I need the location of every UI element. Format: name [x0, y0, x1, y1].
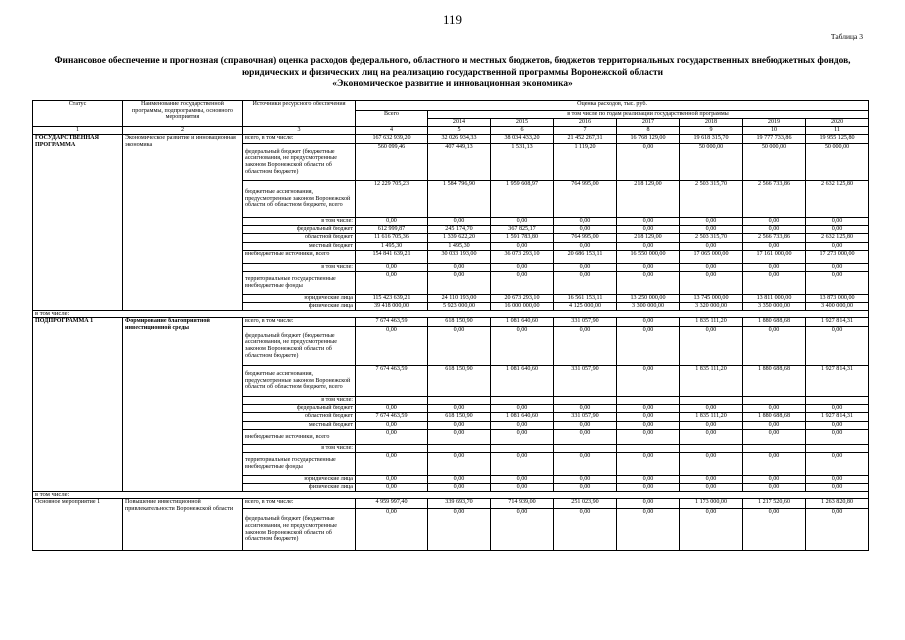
value-cell: 17 161 000,00	[743, 251, 806, 264]
value-cell: 1 927 814,31	[806, 366, 869, 397]
value-cell: 0,00	[356, 405, 428, 413]
value-cell	[617, 397, 680, 405]
value-cell: 0,00	[617, 430, 680, 445]
value-cell: 1 835 111,20	[680, 413, 743, 422]
value-cell: 20 673 293,10	[491, 295, 554, 303]
value-cell: 245 174,70	[428, 226, 491, 234]
value-cell: 0,00	[554, 264, 617, 272]
header-year: 2020	[806, 119, 869, 127]
value-cell	[491, 445, 554, 453]
row-status: Основное мероприятие 1	[33, 499, 123, 551]
row-status: ГОСУДАРСТВЕННАЯ ПРОГРАММА	[33, 135, 123, 311]
value-cell: 0,00	[680, 430, 743, 445]
source-label: всего, в том числе:	[243, 499, 356, 509]
value-cell: 0,00	[428, 484, 491, 492]
source-label: в том числе:	[243, 445, 356, 453]
in-that-number-label: в том числе:	[33, 311, 869, 318]
value-cell	[554, 445, 617, 453]
value-cell: 0,00	[806, 453, 869, 476]
value-cell: 0,00	[680, 453, 743, 476]
value-cell: 612 999,87	[356, 226, 428, 234]
in-that-number-label: в том числе:	[33, 492, 869, 499]
value-cell: 0,00	[491, 509, 554, 551]
header-year: 2016	[554, 119, 617, 127]
value-cell: 1 119,20	[554, 144, 617, 181]
value-cell: 0,00	[680, 264, 743, 272]
value-cell: 0,00	[806, 405, 869, 413]
value-cell: 0,00	[356, 476, 428, 484]
row-status: ПОДПРОГРАММА 1	[33, 318, 123, 492]
value-cell: 0,00	[554, 453, 617, 476]
value-cell: 0,00	[554, 226, 617, 234]
value-cell: 0,00	[743, 264, 806, 272]
value-cell: 5 923 000,00	[428, 303, 491, 311]
value-cell: 115 423 639,21	[356, 295, 428, 303]
value-cell: 0,00	[680, 476, 743, 484]
source-label: территориальные государственные внебюджетные фонды	[243, 453, 356, 476]
value-cell: 11 616 705,36	[356, 234, 428, 243]
value-cell: 331 057,90	[554, 318, 617, 327]
value-cell: 0,00	[428, 422, 491, 430]
value-cell: 1 339 622,20	[428, 234, 491, 243]
value-cell: 714 939,00	[491, 499, 554, 509]
header-year: 2018	[680, 119, 743, 127]
value-cell: 0,00	[806, 218, 869, 226]
value-cell: 12 229 705,23	[356, 181, 428, 218]
value-cell: 1 081 640,60	[491, 318, 554, 327]
header-total: Всего	[356, 111, 428, 127]
value-cell: 7 674 463,59	[356, 413, 428, 422]
value-cell: 0,00	[491, 405, 554, 413]
value-cell: 0,00	[806, 422, 869, 430]
value-cell: 0,00	[554, 327, 617, 366]
table-row	[33, 135, 869, 144]
value-cell: 0,00	[617, 144, 680, 181]
column-number: 10	[743, 127, 806, 135]
page-number: 119	[442, 12, 463, 27]
value-cell	[806, 397, 869, 405]
value-cell: 1 495,30	[356, 243, 428, 251]
value-cell: 0,00	[491, 243, 554, 251]
value-cell: 38 034 433,20	[491, 135, 554, 144]
row-name: Повышение инвестиционной привлекательности Воронежской области	[123, 499, 243, 551]
value-cell: 20 686 153,11	[554, 251, 617, 264]
value-cell	[680, 445, 743, 453]
value-cell: 339 693,70	[428, 499, 491, 509]
title-line-2: юридических и физических лиц на реализацию государственной программы Воронежской области	[241, 67, 664, 78]
value-cell: 2 632 125,80	[806, 181, 869, 218]
value-cell: 0,00	[554, 476, 617, 484]
table-row	[33, 499, 869, 509]
value-cell: 17 273 000,00	[806, 251, 869, 264]
value-cell: 4 125 000,00	[554, 303, 617, 311]
funding-table	[32, 100, 869, 551]
value-cell: 0,00	[806, 327, 869, 366]
value-cell: 218 129,00	[617, 234, 680, 243]
value-cell: 0,00	[554, 405, 617, 413]
source-label: физические лица	[243, 303, 356, 311]
value-cell: 0,00	[491, 422, 554, 430]
source-label: физические лица	[243, 484, 356, 492]
source-label: федеральный бюджет (бюджетные ассигнования, не предусмотренные законом Воронежской области об областном бюджете)	[243, 327, 356, 366]
value-cell: 618 150,90	[428, 413, 491, 422]
value-cell: 2 566 733,86	[743, 181, 806, 218]
source-label: всего, в том числе:	[243, 318, 356, 327]
value-cell: 0,00	[617, 272, 680, 295]
value-cell: 154 841 639,21	[356, 251, 428, 264]
value-cell: 0,00	[428, 476, 491, 484]
header-year: 2017	[617, 119, 680, 127]
value-cell: 0,00	[491, 272, 554, 295]
value-cell: 0,00	[491, 430, 554, 445]
value-cell: 0,00	[680, 509, 743, 551]
value-cell: 0,00	[428, 264, 491, 272]
source-label: внебюджетные источники, всего	[243, 251, 356, 264]
separator-row	[33, 492, 869, 499]
value-cell: 1 880 688,68	[743, 318, 806, 327]
value-cell: 0,00	[743, 218, 806, 226]
value-cell: 764 995,00	[554, 234, 617, 243]
value-cell: 3 400 000,00	[806, 303, 869, 311]
value-cell	[428, 397, 491, 405]
value-cell: 0,00	[356, 264, 428, 272]
value-cell: 0,00	[356, 509, 428, 551]
value-cell: 3 350 000,00	[743, 303, 806, 311]
value-cell: 618 150,90	[428, 366, 491, 397]
value-cell: 1 584 796,90	[428, 181, 491, 218]
row-name: Формирование благоприятной инвестиционной среды	[123, 318, 243, 492]
value-cell: 0,00	[491, 264, 554, 272]
value-cell: 0,00	[680, 243, 743, 251]
value-cell: 0,00	[806, 243, 869, 251]
value-cell	[617, 445, 680, 453]
header-estimate: Оценка расходов, тыс. руб.	[356, 101, 869, 111]
value-cell: 0,00	[617, 318, 680, 327]
value-cell: 0,00	[491, 453, 554, 476]
value-cell: 0,00	[680, 218, 743, 226]
source-label: юридические лица	[243, 295, 356, 303]
column-number: 7	[554, 127, 617, 135]
header-year: 2015	[491, 119, 554, 127]
value-cell: 0,00	[743, 422, 806, 430]
column-number: 6	[491, 127, 554, 135]
value-cell: 2 566 733,86	[743, 234, 806, 243]
value-cell: 0,00	[617, 218, 680, 226]
source-label: территориальные государственные внебюджетные фонды	[243, 272, 356, 295]
value-cell: 0,00	[356, 453, 428, 476]
value-cell: 218 129,00	[617, 181, 680, 218]
source-label: юридические лица	[243, 476, 356, 484]
value-cell	[554, 397, 617, 405]
value-cell: 1 173 000,00	[680, 499, 743, 509]
value-cell: 0,00	[680, 405, 743, 413]
value-cell: 0,00	[554, 422, 617, 430]
value-cell: 0,00	[356, 430, 428, 445]
value-cell: 13 250 000,00	[617, 295, 680, 303]
source-label: в том числе:	[243, 264, 356, 272]
value-cell: 0,00	[743, 272, 806, 295]
value-cell: 0,00	[806, 272, 869, 295]
value-cell: 0,00	[428, 218, 491, 226]
value-cell: 32 026 934,33	[428, 135, 491, 144]
value-cell: 0,00	[617, 327, 680, 366]
value-cell: 1 835 111,20	[680, 366, 743, 397]
value-cell: 1 263 820,80	[806, 499, 869, 509]
value-cell: 1 495,30	[428, 243, 491, 251]
source-label: федеральный бюджет	[243, 405, 356, 413]
value-cell: 0,00	[617, 413, 680, 422]
value-cell: 1 880 688,68	[743, 366, 806, 397]
value-cell: 1 959 608,97	[491, 181, 554, 218]
value-cell: 618 150,90	[428, 318, 491, 327]
header-name: Наименование государственной программы, подпрограммы, основного мероприятия	[123, 101, 243, 127]
value-cell	[743, 445, 806, 453]
value-cell: 0,00	[491, 484, 554, 492]
value-cell: 0,00	[428, 453, 491, 476]
table-tag: Таблица 3	[830, 32, 863, 41]
value-cell: 0,00	[743, 453, 806, 476]
header-source: Источники ресурсного обеспечения	[243, 101, 356, 127]
value-cell: 50 000,00	[806, 144, 869, 181]
document-title	[40, 56, 865, 91]
value-cell: 19 618 315,70	[680, 135, 743, 144]
value-cell: 0,00	[743, 484, 806, 492]
value-cell: 407 449,13	[428, 144, 491, 181]
value-cell: 0,00	[554, 272, 617, 295]
value-cell: 2 503 315,70	[680, 181, 743, 218]
value-cell: 0,00	[491, 476, 554, 484]
value-cell: 0,00	[806, 226, 869, 234]
value-cell: 0,00	[617, 484, 680, 492]
value-cell: 1 081 640,60	[491, 413, 554, 422]
value-cell: 50 000,00	[680, 144, 743, 181]
value-cell: 0,00	[554, 509, 617, 551]
value-cell: 0,00	[428, 272, 491, 295]
source-label: внебюджетные источники, всего	[243, 430, 356, 445]
value-cell	[680, 397, 743, 405]
column-number: 4	[356, 127, 428, 135]
value-cell	[743, 397, 806, 405]
value-cell: 16 550 000,00	[617, 251, 680, 264]
value-cell	[806, 445, 869, 453]
source-label: в том числе:	[243, 218, 356, 226]
source-label: федеральный бюджет	[243, 226, 356, 234]
value-cell: 0,00	[554, 430, 617, 445]
value-cell: 0,00	[617, 405, 680, 413]
value-cell: 21 452 267,31	[554, 135, 617, 144]
value-cell: 0,00	[743, 476, 806, 484]
value-cell: 0,00	[491, 218, 554, 226]
value-cell: 0,00	[680, 226, 743, 234]
value-cell: 0,00	[428, 405, 491, 413]
value-cell: 16 768 129,00	[617, 135, 680, 144]
value-cell: 2 632 125,80	[806, 234, 869, 243]
value-cell: 24 110 193,00	[428, 295, 491, 303]
value-cell: 1 880 688,68	[743, 413, 806, 422]
value-cell: 13 745 000,00	[680, 295, 743, 303]
value-cell	[491, 397, 554, 405]
source-label: местный бюджет	[243, 243, 356, 251]
value-cell: 30 033 193,00	[428, 251, 491, 264]
value-cell: 0,00	[743, 243, 806, 251]
value-cell: 0,00	[428, 509, 491, 551]
value-cell: 0,00	[680, 327, 743, 366]
value-cell: 764 995,00	[554, 181, 617, 218]
column-number: 1	[33, 127, 123, 135]
value-cell: 331 057,90	[554, 366, 617, 397]
column-number: 2	[123, 127, 243, 135]
column-number: 9	[680, 127, 743, 135]
value-cell: 36 073 293,10	[491, 251, 554, 264]
value-cell: 0,00	[491, 327, 554, 366]
value-cell: 0,00	[428, 430, 491, 445]
source-label: федеральный бюджет (бюджетные ассигнования, не предусмотренные законом Воронежской области об областном бюджете)	[243, 509, 356, 551]
source-label: бюджетные ассигнования, предусмотренные законом Воронежской области об областном бюджете, всего	[243, 181, 356, 218]
source-label: областной бюджет	[243, 413, 356, 422]
value-cell: 0,00	[743, 405, 806, 413]
value-cell: 0,00	[743, 327, 806, 366]
source-label: федеральный бюджет (бюджетные ассигнования, не предусмотренные законом Воронежской области об областном бюджете)	[243, 144, 356, 181]
value-cell: 0,00	[356, 422, 428, 430]
header-year: 2019	[743, 119, 806, 127]
value-cell: 0,00	[806, 476, 869, 484]
value-cell: 3 320 000,00	[680, 303, 743, 311]
value-cell: 1 081 640,60	[491, 366, 554, 397]
value-cell: 0,00	[806, 484, 869, 492]
table-row	[33, 318, 869, 327]
value-cell: 13 811 000,00	[743, 295, 806, 303]
value-cell: 0,00	[617, 366, 680, 397]
value-cell: 0,00	[680, 422, 743, 430]
value-cell: 560 099,46	[356, 144, 428, 181]
value-cell: 4 959 997,40	[356, 499, 428, 509]
value-cell: 0,00	[806, 509, 869, 551]
value-cell: 3 300 000,00	[617, 303, 680, 311]
value-cell: 0,00	[743, 226, 806, 234]
value-cell: 17 065 000,00	[680, 251, 743, 264]
row-name: Экономическое развитие и инновационная экономика	[123, 135, 243, 311]
value-cell: 0,00	[617, 453, 680, 476]
value-cell: 19 777 733,86	[743, 135, 806, 144]
value-cell: 0,00	[617, 264, 680, 272]
value-cell: 167 632 939,20	[356, 135, 428, 144]
title-line-3: «Экономическое развитие и инновационная экономика»	[332, 79, 573, 89]
source-label: областной бюджет	[243, 234, 356, 243]
title-line-1: Финансовое обеспечение и прогнозная (справочная) оценка расходов федерального, областного и местных бюджетов, бюджетов территориальных государственных внебюджетных фондов,	[54, 56, 851, 66]
value-cell: 0,00	[554, 218, 617, 226]
column-number: 8	[617, 127, 680, 135]
value-cell: 1 591 783,80	[491, 234, 554, 243]
value-cell: 0,00	[680, 272, 743, 295]
value-cell	[356, 397, 428, 405]
value-cell: 0,00	[680, 484, 743, 492]
column-number: 5	[428, 127, 491, 135]
value-cell: 1 531,13	[491, 144, 554, 181]
value-cell: 1 217 520,60	[743, 499, 806, 509]
value-cell: 1 835 111,20	[680, 318, 743, 327]
value-cell: 367 825,17	[491, 226, 554, 234]
value-cell: 331 057,90	[554, 413, 617, 422]
value-cell: 7 674 463,59	[356, 318, 428, 327]
source-label: всего, в том числе:	[243, 135, 356, 144]
value-cell: 16 000 000,00	[491, 303, 554, 311]
value-cell: 39 418 000,00	[356, 303, 428, 311]
header-by-years: в том числе по годам реализации государственной программы	[428, 111, 869, 119]
value-cell: 0,00	[356, 272, 428, 295]
value-cell: 19 955 125,80	[806, 135, 869, 144]
value-cell: 0,00	[554, 484, 617, 492]
separator-row	[33, 311, 869, 318]
column-number: 11	[806, 127, 869, 135]
value-cell: 0,00	[428, 327, 491, 366]
value-cell: 0,00	[617, 226, 680, 234]
value-cell: 0,00	[617, 499, 680, 509]
header-year: 2014	[428, 119, 491, 127]
source-label: в том числе:	[243, 397, 356, 405]
value-cell	[356, 445, 428, 453]
value-cell: 0,00	[806, 264, 869, 272]
value-cell: 0,00	[554, 243, 617, 251]
value-cell: 0,00	[617, 243, 680, 251]
value-cell: 16 561 153,11	[554, 295, 617, 303]
value-cell	[428, 445, 491, 453]
value-cell: 1 927 814,31	[806, 413, 869, 422]
source-label: местный бюджет	[243, 422, 356, 430]
value-cell: 7 674 463,59	[356, 366, 428, 397]
value-cell: 13 873 000,00	[806, 295, 869, 303]
value-cell: 0,00	[617, 422, 680, 430]
value-cell: 0,00	[356, 484, 428, 492]
source-label: бюджетные ассигнования, предусмотренные законом Воронежской области об областном бюджете, всего	[243, 366, 356, 397]
value-cell: 0,00	[356, 327, 428, 366]
value-cell: 50 000,00	[743, 144, 806, 181]
value-cell: 251 023,90	[554, 499, 617, 509]
value-cell: 0,00	[356, 218, 428, 226]
value-cell: 0,00	[617, 476, 680, 484]
value-cell: 0,00	[743, 509, 806, 551]
value-cell: 0,00	[806, 430, 869, 445]
value-cell: 0,00	[743, 430, 806, 445]
column-number: 3	[243, 127, 356, 135]
value-cell: 2 503 315,70	[680, 234, 743, 243]
header-status: Статус	[33, 101, 123, 127]
value-cell: 1 927 814,31	[806, 318, 869, 327]
value-cell: 0,00	[617, 509, 680, 551]
